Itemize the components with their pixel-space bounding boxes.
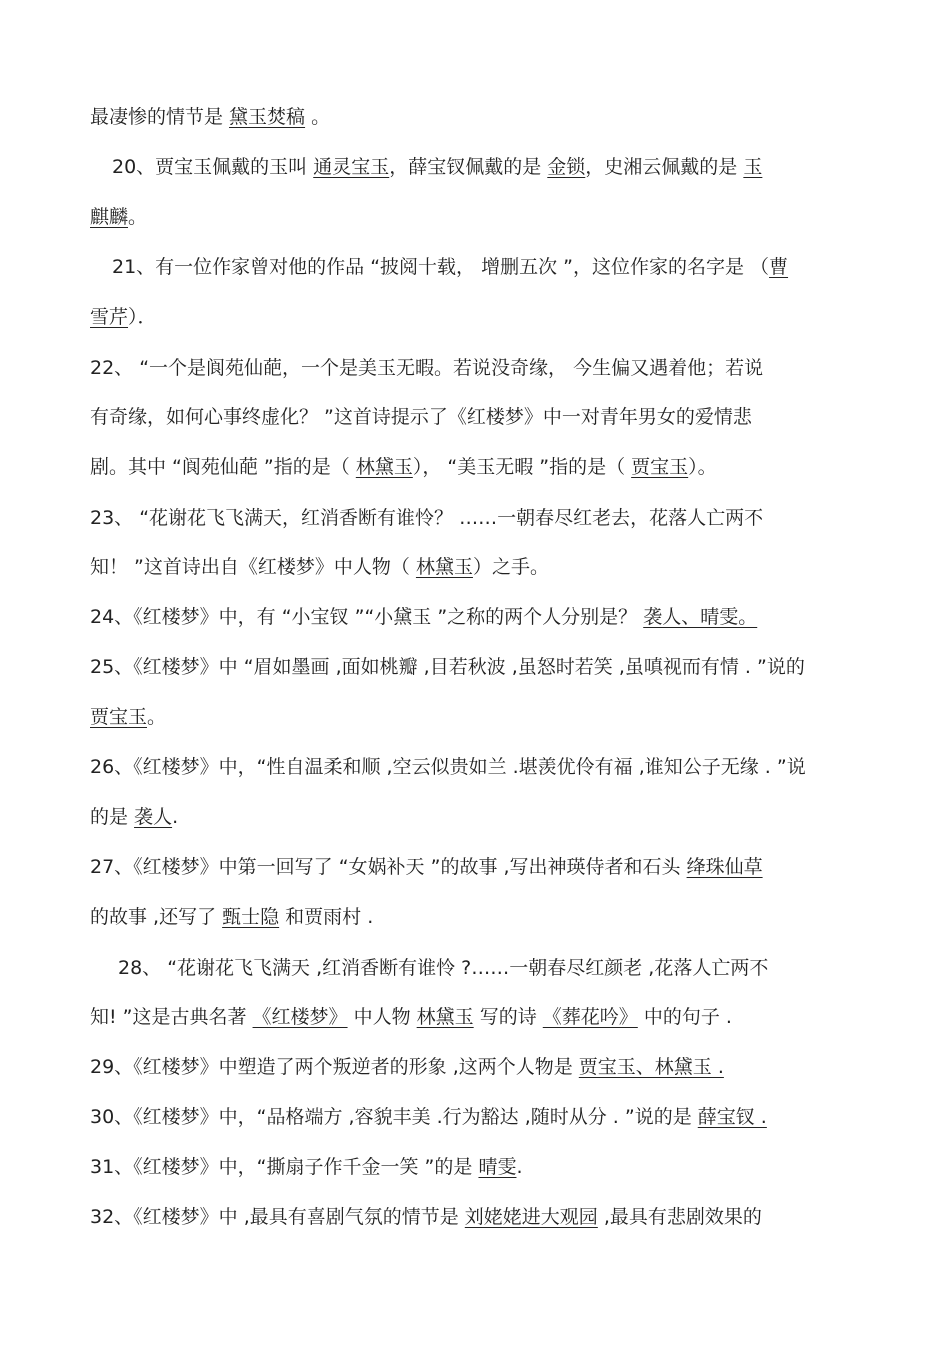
text: ）． — [128, 306, 157, 328]
text: . — [172, 806, 179, 828]
text: 23、 “花谢花飞飞满天，红消香断有谁怜？ ……一朝春尽红老去，花落人亡两不 — [90, 507, 764, 529]
text: 的故事 ,还写了 — [90, 906, 223, 928]
answer: 《葬花吟》 — [542, 1006, 638, 1028]
text: 的是 — [90, 806, 135, 828]
question-30 — [90, 1104, 767, 1130]
question-29 — [90, 1054, 724, 1080]
text: 中人物 — [347, 1006, 417, 1028]
answer: 通灵宝玉 — [313, 156, 390, 178]
text: 26、《红楼梦》中，“性自温柔和顺 ,空云似贵如兰 .堪羡优伶有福 ,谁知公子无缘 . ”说 — [90, 756, 806, 778]
question-26 — [90, 754, 806, 780]
answer: 《红楼梦》 — [252, 1006, 348, 1028]
question-25 — [90, 654, 805, 680]
text: . — [516, 1156, 523, 1178]
question-20-cont — [90, 204, 147, 230]
question-22-cont1 — [90, 404, 752, 430]
question-20 — [112, 154, 762, 180]
question-32 — [90, 1204, 762, 1230]
text: 21、有一位作家曾对他的作品 “披阅十载， 增删五次 ”，这位作家的名字是 （ — [112, 256, 770, 278]
answer: 贾宝玉 — [631, 456, 689, 478]
text: 28、 “花谢花飞飞满天 ,红消香断有谁怜 ?……一朝春尽红颜老 ,花落人亡两不 — [118, 957, 769, 979]
question-21-cont — [90, 304, 157, 330]
text: 知! ”这是古典名著 — [90, 1006, 253, 1028]
text: 20、贾宝玉佩戴的玉叫 — [112, 156, 314, 178]
text: 。 — [305, 106, 331, 128]
text: 有奇缘，如何心事终虚化？ ”这首诗提示了《红楼梦》中一对青年男女的爱情悲 — [90, 406, 752, 428]
answer: 玉 — [743, 156, 763, 178]
answer: 刘姥姥进大观园 — [464, 1206, 598, 1228]
text: 。 — [147, 706, 167, 728]
question-26-cont — [90, 804, 178, 830]
text: 25、《红楼梦》中 “眉如墨画 ,面如桃瓣 ,目若秋波 ,虽怒时若笑 ,虽嗔视而有情 . ”说的 — [90, 656, 805, 678]
answer: 林黛玉 — [415, 556, 473, 578]
text: 31、《红楼梦》中，“撕扇子作千金一笑 ”的是 — [90, 1156, 479, 1178]
question-27 — [90, 854, 763, 880]
answer: 袭人、晴雯。 — [643, 606, 758, 628]
answer: 黛玉焚稿 — [229, 106, 306, 128]
text: ，史湘云佩戴的是 — [585, 156, 744, 178]
question-23 — [90, 505, 763, 531]
text: 。 — [128, 206, 148, 228]
line-0 — [90, 104, 330, 130]
text: 22、 “一个是阆苑仙葩，一个是美玉无暇。若说没奇缘， 今生偏又遇着他；若说 — [90, 357, 764, 379]
question-21 — [112, 254, 788, 280]
question-22 — [90, 355, 763, 381]
text: 30、《红楼梦》中，“品格端方 ,容貌丰美 .行为豁达 ,随时从分 . ”说的是 — [90, 1106, 698, 1128]
text: 剧。其中 “阆苑仙葩 ”指的是（ — [90, 456, 356, 478]
text: ，薛宝钗佩戴的是 — [389, 156, 548, 178]
text: 最凄惨的情节是 — [90, 106, 230, 128]
text: 24、《红楼梦》中，有 “小宝钗 ”“小黛玉 ”之称的两个人分别是？ — [90, 606, 644, 628]
answer: 甄士隐 — [222, 906, 280, 928]
text: ）。 — [688, 456, 717, 478]
question-22-cont2 — [90, 454, 717, 480]
question-23-cont — [90, 554, 549, 580]
text: 写的诗 — [473, 1006, 543, 1028]
answer: 雪芹 — [90, 306, 129, 328]
question-25-cont — [90, 704, 166, 730]
text: 29、《红楼梦》中塑造了两个叛逆者的形象 ,这两个人物是 — [90, 1056, 579, 1078]
text: ）之手。 — [472, 556, 549, 578]
answer: 麒麟 — [90, 206, 129, 228]
text: ,最具有悲剧效果的 — [597, 1206, 762, 1228]
text: 32、《红楼梦》中 ,最具有喜剧气氛的情节是 — [90, 1206, 465, 1228]
answer: 曹 — [769, 256, 789, 278]
question-31 — [90, 1154, 523, 1180]
question-28 — [118, 955, 768, 981]
answer: 贾宝玉、林黛玉 . — [578, 1056, 724, 1078]
text: 知！ ”这首诗出自《红楼梦》中人物（ — [90, 556, 416, 578]
text: 和贾雨村 . — [279, 906, 374, 928]
answer: 绛珠仙草 — [686, 856, 763, 878]
answer: 金锁 — [547, 156, 586, 178]
question-28-cont — [90, 1004, 732, 1030]
question-24 — [90, 604, 757, 630]
text: 27、《红楼梦》中第一回写了 “女娲补天 ”的故事 ,写出神瑛侍者和石头 — [90, 856, 687, 878]
answer: 林黛玉 — [355, 456, 413, 478]
answer: 袭人 — [134, 806, 173, 828]
answer: 晴雯 — [478, 1156, 517, 1178]
text: ）， “美玉无暇 ”指的是（ — [412, 456, 632, 478]
text: 中的句子 . — [637, 1006, 732, 1028]
answer: 薛宝钗 . — [697, 1106, 767, 1128]
answer: 贾宝玉 — [90, 706, 148, 728]
answer: 林黛玉 — [416, 1006, 474, 1028]
question-27-cont — [90, 904, 373, 930]
